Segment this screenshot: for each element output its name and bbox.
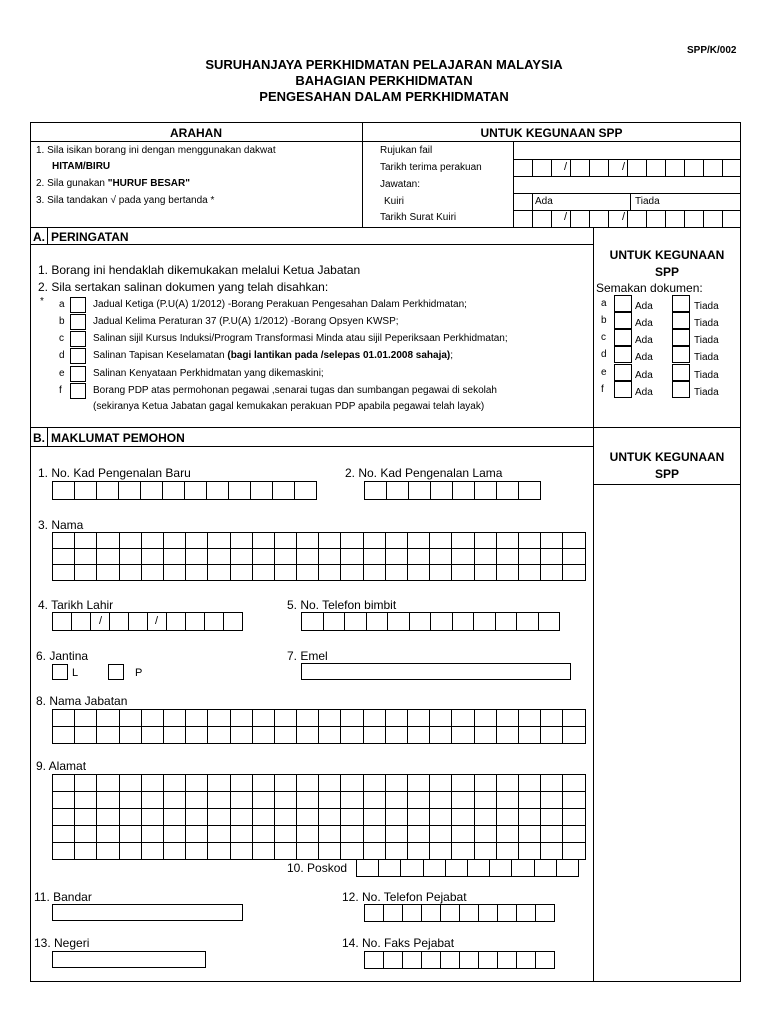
doc-text-e: Salinan Kenyataan Perkhidmatan yang dikemaskini;	[93, 368, 324, 379]
mobile-boxes[interactable]	[301, 612, 560, 631]
spp-doc-tiada-label: Tiada	[694, 318, 719, 329]
spp-doc-ada-checkbox-b[interactable]	[614, 312, 632, 329]
jawatan-label: Jawatan:	[380, 179, 421, 190]
ic-new-boxes[interactable]	[52, 481, 317, 500]
poskod-boxes[interactable]	[356, 859, 579, 877]
semakan-label: Semakan dokumen:	[596, 281, 703, 295]
arahan-item-2-bold: "HURUF BESAR"	[107, 178, 190, 189]
field-label-mobile: 5. No. Telefon bimbit	[287, 598, 397, 612]
field-label-alamat: 9. Alamat	[36, 759, 87, 773]
required-star: *	[40, 296, 44, 307]
field-label-nama: 3. Nama	[38, 518, 84, 532]
doc-checkbox-f[interactable]	[70, 383, 86, 399]
kuiri-ada: Ada	[535, 196, 553, 207]
field-label-dob: 4. Tarikh Lahir	[38, 598, 114, 612]
form-title	[0, 57, 768, 105]
doc-text-a: Jadual Ketiga (P.U(A) 1/2012) -Borang Perakuan Pengesahan Dalam Perkhidmatan;	[93, 299, 467, 310]
peringatan-line-2: 2. Sila sertakan salinan dokumen yang telah disahkan:	[38, 280, 329, 294]
tarikh-terima-boxes[interactable]	[513, 159, 723, 177]
field-label-ic-old: 2. No. Kad Pengenalan Lama	[345, 466, 503, 480]
spp-doc-ada-checkbox-e[interactable]	[614, 364, 632, 381]
doc-text-c: Salinan sijil Kursus Induksi/Program Transformasi Minda atau sijil Peperiksaan Perkhidmatan;	[93, 333, 508, 344]
spp-doc-letter-a: a	[601, 298, 607, 309]
spp-doc-letter-f: f	[601, 384, 604, 395]
spp-top-heading: UNTUK KEGUNAAN SPP	[480, 126, 623, 140]
arahan-item-2	[36, 178, 190, 189]
doc-text-b: Jadual Kelima Peraturan 37 (P.U(A) 1/2012) -Borang Opsyen KWSP;	[93, 316, 399, 327]
jantina-l-label: L	[72, 667, 79, 679]
arahan-item-3: 3. Sila tandakan √ pada yang bertanda *	[36, 195, 215, 206]
doc-letter-b: b	[59, 316, 65, 327]
field-label-negeri: 13. Negeri	[34, 936, 90, 950]
spp-doc-ada-label: Ada	[635, 318, 653, 329]
emel-input[interactable]	[301, 663, 571, 680]
doc-checkbox-c[interactable]	[70, 331, 86, 347]
spp-b-heading-2: SPP	[654, 467, 679, 481]
doc-checkbox-a[interactable]	[70, 297, 86, 313]
spp-doc-tiada-checkbox-f[interactable]	[672, 381, 690, 398]
arahan-heading: ARAHAN	[170, 126, 222, 140]
arahan-item-1-bold: HITAM/BIRU	[52, 161, 111, 172]
spp-a-heading-2: SPP	[654, 265, 679, 279]
spp-doc-letter-e: e	[601, 367, 607, 378]
section-a-letter: A.	[33, 230, 45, 244]
jantina-l-checkbox[interactable]	[52, 664, 68, 680]
jabatan-boxes[interactable]	[52, 709, 586, 744]
field-label-poskod: 10. Poskod	[287, 861, 348, 875]
doc-letter-c: c	[59, 333, 64, 344]
doc-letter-d: d	[59, 350, 65, 361]
kuiri-label: Kuiri	[384, 196, 405, 207]
doc-checkbox-b[interactable]	[70, 314, 86, 330]
spp-b-heading-1: UNTUK KEGUNAAN	[609, 450, 725, 464]
arahan-item-2-text: 2. Sila gunakan	[36, 178, 108, 189]
field-label-bandar: 11. Bandar	[34, 890, 92, 904]
tarikh-kuiri-label: Tarikh Surat Kuiri	[380, 212, 457, 223]
field-label-jabatan: 8. Nama Jabatan	[36, 694, 128, 708]
doc-text-f: Borang PDP atas permohonan pegawai ,senarai tugas dan sumbangan pegawai di sekolah	[93, 385, 497, 396]
tarikh-kuiri-boxes[interactable]	[513, 210, 723, 228]
spp-doc-ada-label: Ada	[635, 335, 653, 346]
spp-doc-letter-c: c	[601, 332, 606, 343]
spp-doc-tiada-label: Tiada	[694, 387, 719, 398]
spp-doc-letter-d: d	[601, 349, 607, 360]
spp-doc-ada-label: Ada	[635, 352, 653, 363]
field-label-faks: 14. No. Faks Pejabat	[342, 936, 455, 950]
spp-doc-ada-label: Ada	[635, 387, 653, 398]
spp-doc-tiada-label: Tiada	[694, 335, 719, 346]
doc-text-f-note: (sekiranya Ketua Jabatan gagal kemukakan perakuan PDP apabila pegawai telah layak)	[93, 401, 485, 412]
section-a-title: PERINGATAN	[51, 230, 129, 244]
rujukan-label: Rujukan fail	[380, 145, 433, 156]
spp-doc-letter-b: b	[601, 315, 607, 326]
title-line-2: BAHAGIAN PERKHIDMATAN	[295, 73, 473, 88]
section-b-letter: B.	[33, 431, 45, 445]
doc-text-d-text-plain: Salinan Tapisan Keselamatan	[93, 350, 228, 361]
spp-a-heading-1: UNTUK KEGUNAAN	[609, 248, 725, 262]
negeri-input[interactable]	[52, 951, 206, 968]
faks-boxes[interactable]	[364, 951, 555, 969]
field-label-emel: 7. Emel	[287, 649, 328, 663]
tel-pejabat-boxes[interactable]	[364, 904, 555, 922]
spp-doc-tiada-label: Tiada	[694, 301, 719, 312]
tarikh-terima-label: Tarikh terima perakuan	[380, 162, 482, 173]
form-code: SPP/K/002	[687, 45, 737, 56]
alamat-boxes[interactable]	[52, 774, 586, 860]
title-line-1: SURUHANJAYA PERKHIDMATAN PELAJARAN MALAYSIA	[205, 57, 563, 72]
spp-doc-tiada-checkbox-c[interactable]	[672, 329, 690, 346]
section-b-title: MAKLUMAT PEMOHON	[51, 431, 185, 445]
jantina-p-checkbox[interactable]	[108, 664, 124, 680]
spp-doc-tiada-checkbox-e[interactable]	[672, 364, 690, 381]
doc-letter-f: f	[59, 385, 62, 396]
doc-text-d-text-bold: (bagi lantikan pada /selepas 01.01.2008 sahaja)	[227, 350, 451, 361]
doc-letter-a: a	[59, 299, 65, 310]
doc-text-d	[93, 350, 453, 361]
spp-doc-ada-checkbox-c[interactable]	[614, 329, 632, 346]
spp-doc-tiada-label: Tiada	[694, 352, 719, 363]
spp-doc-ada-label: Ada	[635, 370, 653, 381]
doc-letter-e: e	[59, 368, 65, 379]
bandar-input[interactable]	[52, 904, 243, 921]
spp-doc-ada-checkbox-a[interactable]	[614, 295, 632, 312]
field-label-jantina: 6. Jantina	[36, 649, 89, 663]
kuiri-tiada: Tiada	[635, 196, 660, 207]
spp-doc-tiada-checkbox-d[interactable]	[672, 346, 690, 363]
jantina-p-label: P	[135, 667, 143, 679]
spp-doc-ada-label: Ada	[635, 301, 653, 312]
dob-boxes[interactable]	[52, 612, 243, 631]
spp-doc-tiada-checkbox-a[interactable]	[672, 295, 690, 312]
field-label-ic-new: 1. No. Kad Pengenalan Baru	[38, 466, 191, 480]
spp-doc-tiada-checkbox-b[interactable]	[672, 312, 690, 329]
spp-doc-ada-checkbox-d[interactable]	[614, 346, 632, 363]
spp-doc-tiada-label: Tiada	[694, 370, 719, 381]
field-label-tel-pejabat: 12. No. Telefon Pejabat	[342, 890, 467, 904]
doc-checkbox-e[interactable]	[70, 366, 86, 382]
arahan-item-1: 1. Sila isikan borang ini dengan menggunakan dakwat	[36, 145, 276, 156]
spp-doc-ada-checkbox-f[interactable]	[614, 381, 632, 398]
ic-old-boxes[interactable]	[364, 481, 541, 500]
doc-checkbox-d[interactable]	[70, 348, 86, 364]
doc-text-d-text-end: ;	[450, 350, 454, 361]
peringatan-line-1: 1. Borang ini hendaklah dikemukakan melalui Ketua Jabatan	[38, 263, 361, 277]
title-line-3: PENGESAHAN DALAM PERKHIDMATAN	[259, 89, 509, 104]
nama-boxes[interactable]	[52, 532, 586, 581]
